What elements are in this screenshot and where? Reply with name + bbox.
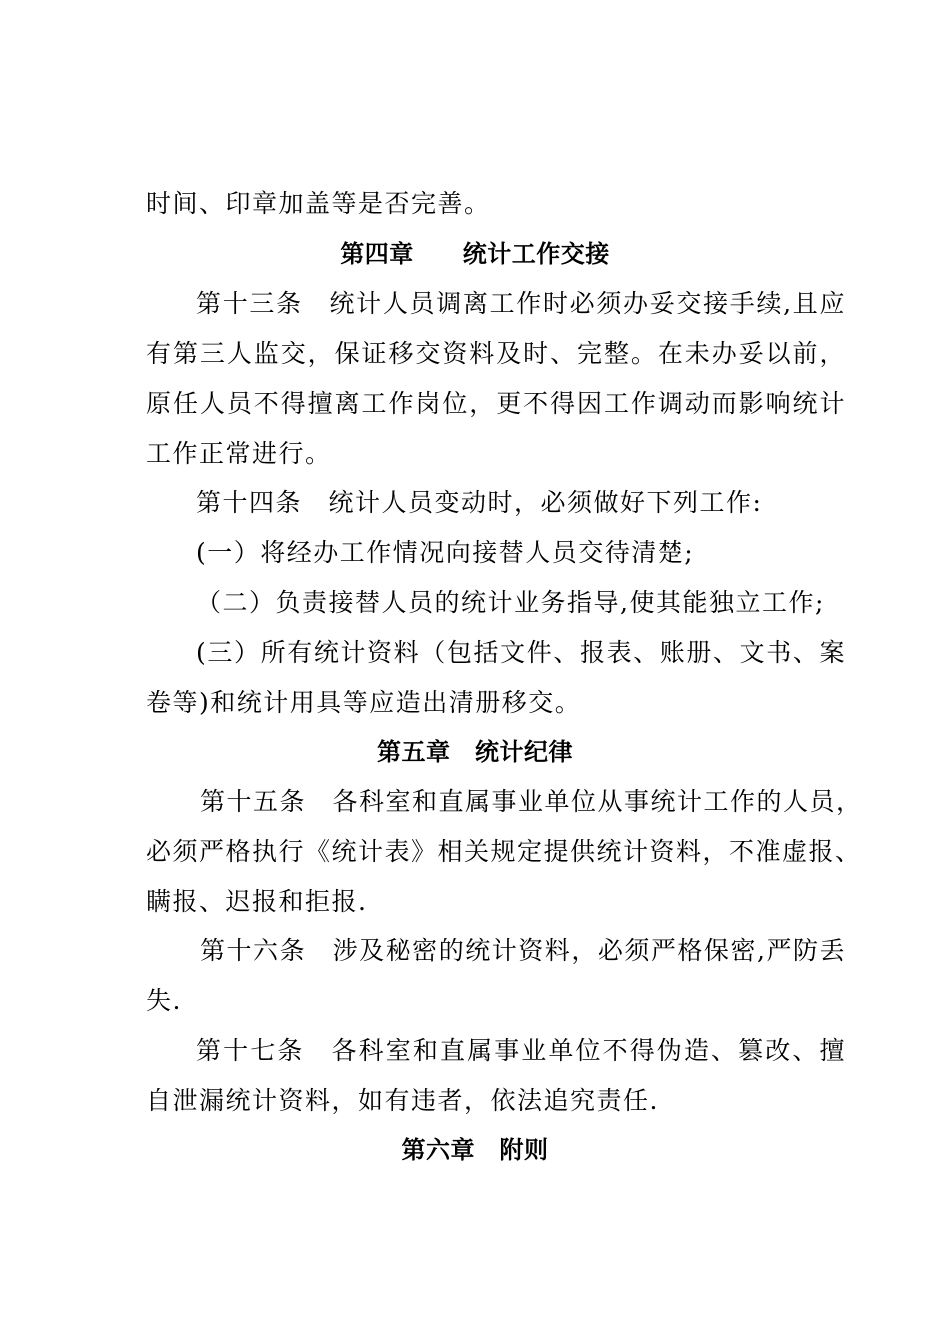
article-17-line-1: 第十七条 各科室和直属事业单位不得伪造、篡改、擅 <box>196 1036 846 1065</box>
article-13-line-4: 工作正常进行。 <box>146 439 332 468</box>
article-13-line-3: 原任人员不得擅离工作岗位，更不得因工作调动而影响统计 <box>146 389 846 418</box>
article-15-line-1: 第十五条 各科室和直属事业单位从事统计工作的人员， <box>200 787 863 816</box>
article-15-line-2: 必须严格执行《统计表》相关规定提供统计资料，不准虚报、 <box>146 837 862 866</box>
chapter-5-heading: 第五章 统计纪律 <box>377 738 573 766</box>
chapter-6-heading: 第六章 附则 <box>401 1136 549 1164</box>
article-17-line-2: 自泄漏统计资料，如有违者，依法追究责任. <box>146 1086 659 1115</box>
article-16-line-1: 第十六条 涉及秘密的统计资料，必须严格保密,严防丢 <box>200 936 846 965</box>
body-line-continuation: 时间、印章加盖等是否完善。 <box>146 189 491 218</box>
article-14-line-1: 第十四条 统计人员变动时，必须做好下列工作: <box>196 488 763 517</box>
article-13-line-2: 有第三人监交，保证移交资料及时、完整。在未办妥以前， <box>146 339 846 368</box>
article-14-item-1: (一）将经办工作情况向接替人员交待清楚; <box>196 538 695 567</box>
chapter-4-heading: 第四章 统计工作交接 <box>340 240 610 268</box>
article-13-line-1: 第十三条 统计人员调离工作时必须办妥交接手续,且应 <box>196 289 846 318</box>
article-14-item-3-line-2: 卷等)和统计用具等应造出清册移交。 <box>146 688 582 717</box>
article-16-line-2: 失. <box>146 986 182 1015</box>
article-14-item-2: （二）负责接替人员的统计业务指导,使其能独立工作; <box>196 588 825 617</box>
article-14-item-3-line-1: (三）所有统计资料（包括文件、报表、账册、文书、案 <box>196 638 846 667</box>
article-15-line-3: 瞒报、迟报和拒报. <box>146 887 368 916</box>
